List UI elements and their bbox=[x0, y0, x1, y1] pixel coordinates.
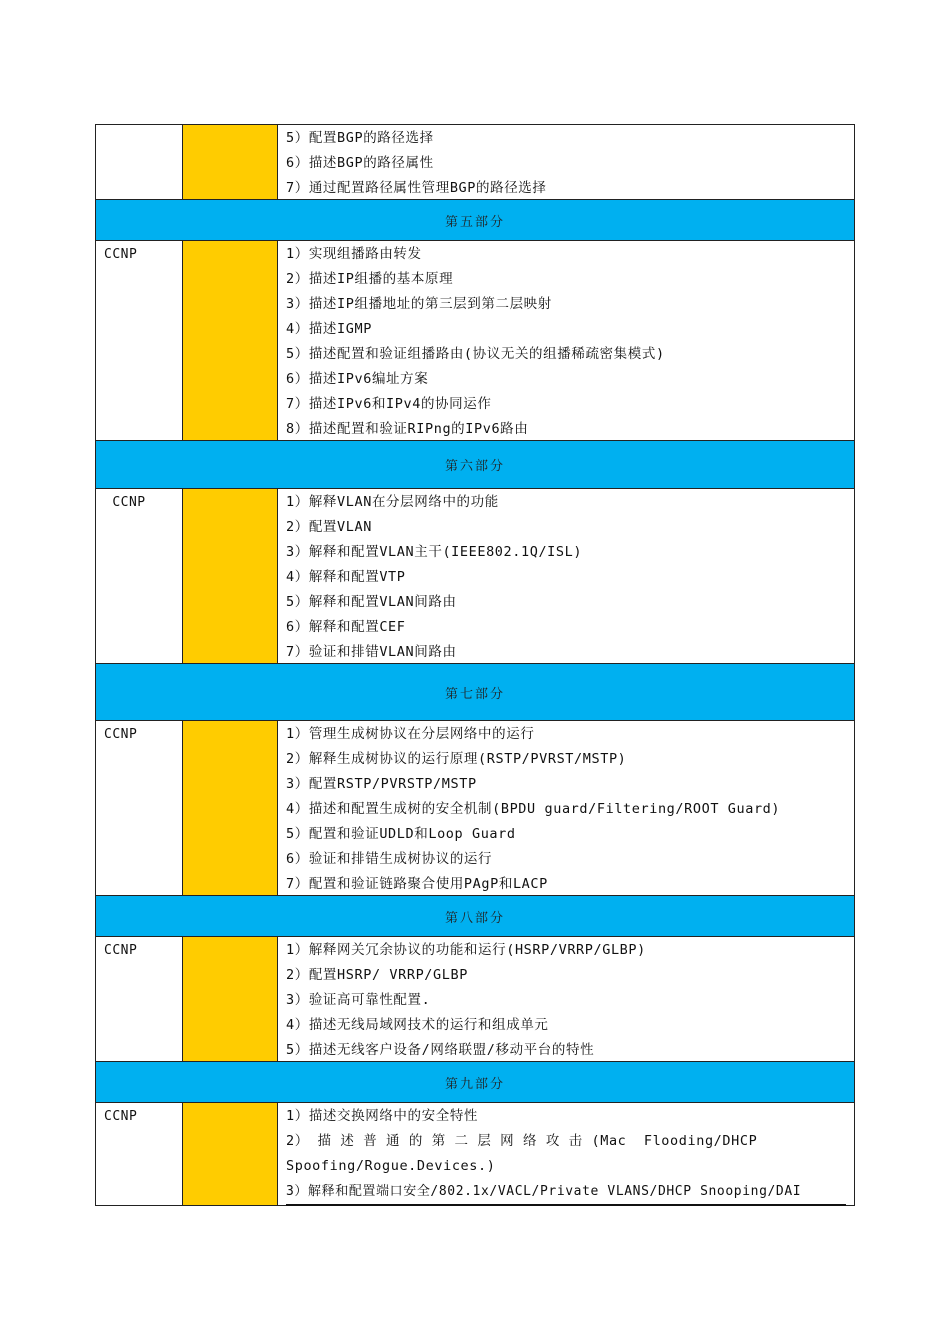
list-item: 2）描述IP组播的基本原理 bbox=[286, 271, 454, 287]
list-item: 1）解释VLAN在分层网络中的功能 bbox=[286, 494, 499, 510]
table-row bbox=[96, 721, 854, 896]
list-item: 3）验证高可靠性配置. bbox=[286, 992, 431, 1008]
highlight-cell bbox=[183, 125, 278, 199]
course-label: CCNP bbox=[96, 1103, 183, 1205]
section-header bbox=[96, 664, 854, 721]
list-item: 2）解释生成树协议的运行原理(RSTP/PVRST/MSTP) bbox=[286, 751, 627, 767]
list-item: 5）解释和配置VLAN间路由 bbox=[286, 594, 457, 610]
course-label: CCNP bbox=[96, 241, 183, 440]
list-item: Spoofing/Rogue.Devices.) bbox=[286, 1158, 496, 1174]
list-item: 8）描述配置和验证RIPng的IPv6路由 bbox=[286, 421, 529, 437]
highlight-cell bbox=[183, 1103, 278, 1205]
list-item: 7）配置和验证链路聚合使用PAgP和LACP bbox=[286, 876, 548, 892]
topic-list bbox=[278, 937, 854, 1061]
highlight-cell bbox=[183, 721, 278, 895]
list-item: 7）描述IPv6和IPv4的协同运作 bbox=[286, 396, 492, 412]
list-item: 3）配置RSTP/PVRSTP/MSTP bbox=[286, 776, 477, 792]
list-item: 4）描述和配置生成树的安全机制(BPDU guard/Filtering/ROOT Guard) bbox=[286, 801, 781, 817]
section-title: 第七部分 bbox=[444, 686, 505, 702]
list-item: 6）验证和排错生成树协议的运行 bbox=[286, 851, 493, 867]
list-item: 5）配置和验证UDLD和Loop Guard bbox=[286, 826, 516, 842]
list-item: 2） 描 述 普 通 的 第 二 层 网 络 攻 击 (Mac Flooding/DHCP bbox=[286, 1133, 758, 1149]
table-row bbox=[96, 489, 854, 664]
table-row bbox=[96, 125, 854, 200]
topic-list bbox=[278, 1103, 854, 1205]
topic-list bbox=[278, 241, 854, 440]
section-title: 第八部分 bbox=[444, 910, 505, 926]
section-title: 第五部分 bbox=[444, 214, 505, 230]
topic-list bbox=[278, 125, 854, 199]
list-item: 2）配置HSRP/ VRRP/GLBP bbox=[286, 967, 468, 983]
list-item: 6）解释和配置CEF bbox=[286, 619, 406, 635]
course-label bbox=[96, 125, 183, 199]
curriculum-table bbox=[95, 124, 855, 1206]
list-item: 3）解释和配置VLAN主干(IEEE802.1Q/ISL) bbox=[286, 544, 583, 560]
course-label: CCNP bbox=[96, 489, 183, 663]
course-label: CCNP bbox=[96, 937, 183, 1061]
list-item: 1）描述交换网络中的安全特性 bbox=[286, 1108, 479, 1124]
list-item: 5）配置BGP的路径选择 bbox=[286, 130, 434, 146]
list-item: 4）解释和配置VTP bbox=[286, 569, 406, 585]
section-header bbox=[96, 896, 854, 937]
highlight-cell bbox=[183, 489, 278, 663]
list-item: 4）描述无线局域网技术的运行和组成单元 bbox=[286, 1017, 549, 1033]
list-item: 6）描述BGP的路径属性 bbox=[286, 155, 434, 171]
list-item: 3）解释和配置端口安全/802.1x/VACL/Private VLANS/DHCP Snooping/DAI bbox=[286, 1179, 846, 1206]
list-item: 7）验证和排错VLAN间路由 bbox=[286, 644, 457, 660]
list-item: 1）管理生成树协议在分层网络中的运行 bbox=[286, 726, 535, 742]
section-header bbox=[96, 1062, 854, 1103]
highlight-cell bbox=[183, 241, 278, 440]
highlight-cell bbox=[183, 937, 278, 1061]
list-item: 1）实现组播路由转发 bbox=[286, 246, 422, 262]
list-item: 2）配置VLAN bbox=[286, 519, 372, 535]
list-item: 3）描述IP组播地址的第三层到第二层映射 bbox=[286, 296, 552, 312]
list-item: 5）描述配置和验证组播路由(协议无关的组播稀疏密集模式) bbox=[286, 346, 665, 362]
section-header bbox=[96, 200, 854, 241]
table-row bbox=[96, 241, 854, 441]
list-item: 7）通过配置路径属性管理BGP的路径选择 bbox=[286, 180, 547, 196]
list-item: 6）描述IPv6编址方案 bbox=[286, 371, 429, 387]
section-header bbox=[96, 441, 854, 489]
topic-list bbox=[278, 489, 854, 663]
table-row bbox=[96, 937, 854, 1062]
list-item: 4）描述IGMP bbox=[286, 321, 372, 337]
course-label: CCNP bbox=[96, 721, 183, 895]
list-item: 5）描述无线客户设备/网络联盟/移动平台的特性 bbox=[286, 1042, 595, 1058]
list-item: 1）解释网关冗余协议的功能和运行(HSRP/VRRP/GLBP) bbox=[286, 942, 646, 958]
section-title: 第六部分 bbox=[444, 459, 505, 474]
section-title: 第九部分 bbox=[444, 1076, 505, 1092]
table-row bbox=[96, 1103, 854, 1205]
topic-list bbox=[278, 721, 854, 895]
